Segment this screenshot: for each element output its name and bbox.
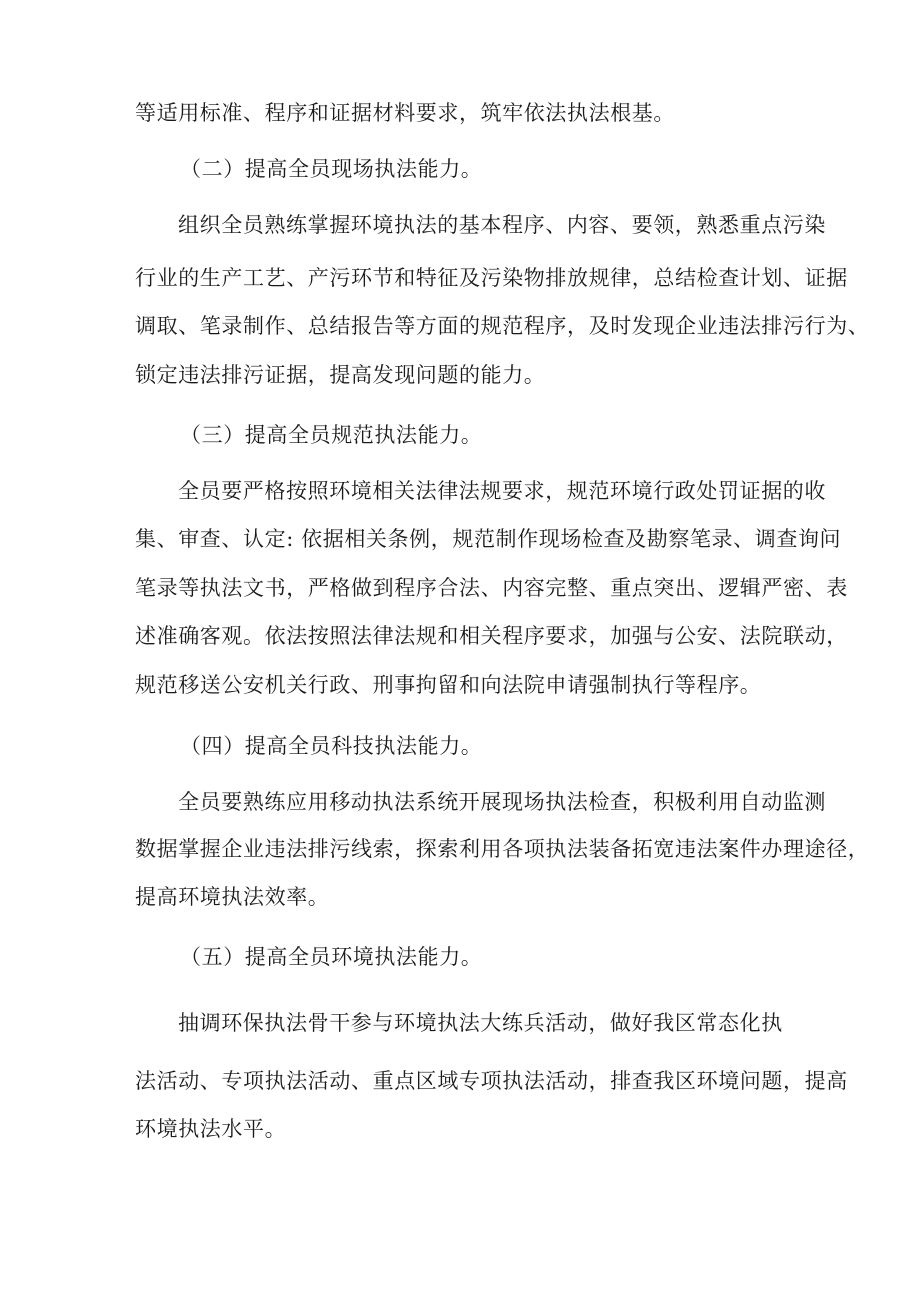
- paragraph-line: 调取、笔录制作、总结报告等方面的规范程序，及时发现企业违法排污行为、: [135, 314, 870, 338]
- paragraph-line: 等适用标准、程序和证据材料要求，筑牢依法执法根基。: [135, 101, 675, 125]
- paragraph-line: 述准确客观。依法按照法律法规和相关程序要求，加强与公安、法院联动，: [135, 624, 848, 648]
- paragraph-line: 抽调环保执法骨干参与环境执法大练兵活动，做好我区常态化执: [178, 1011, 783, 1035]
- paragraph-line: 提高环境执法效率。: [135, 885, 330, 909]
- paragraph-line: 锁定违法排污证据，提高发现问题的能力。: [135, 363, 546, 387]
- paragraph-line: 笔录等执法文书，严格做到程序合法、内容完整、重点突出、逻辑严密、表: [135, 576, 848, 600]
- paragraph-line: 集、审查、认定: 依据相关条例，规范制作现场检查及勘察笔录、调查询问: [135, 527, 842, 551]
- section-heading: （五）提高全员环境执法能力。: [180, 945, 483, 969]
- paragraph-line: 环境执法水平。: [135, 1117, 287, 1141]
- section-heading: （二）提高全员现场执法能力。: [180, 157, 483, 181]
- section-heading: （三）提高全员规范执法能力。: [180, 423, 483, 447]
- paragraph-line: 法活动、专项执法活动、重点区域专项执法活动，排查我区环境问题，提高: [135, 1069, 848, 1093]
- paragraph-line: 全员要严格按照环境相关法律法规要求，规范环境行政处罚证据的收: [178, 479, 826, 503]
- paragraph-line: 组织全员熟练掌握环境执法的基本程序、内容、要领，熟悉重点污染: [178, 213, 826, 237]
- paragraph-line: 全员要熟练应用移动执法系统开展现场执法检查，积极利用自动监测: [178, 790, 826, 814]
- section-heading: （四）提高全员科技执法能力。: [180, 734, 483, 758]
- paragraph-line: 规范移送公安机关行政、刑事拘留和向法院申请强制执行等程序。: [135, 673, 762, 697]
- paragraph-line: 数据掌握企业违法排污线索，探索利用各项执法装备拓宽违法案件办理途径，: [135, 837, 870, 861]
- paragraph-line: 行业的生产工艺、产污环节和特征及污染物排放规律，总结检查计划、证据: [135, 266, 848, 290]
